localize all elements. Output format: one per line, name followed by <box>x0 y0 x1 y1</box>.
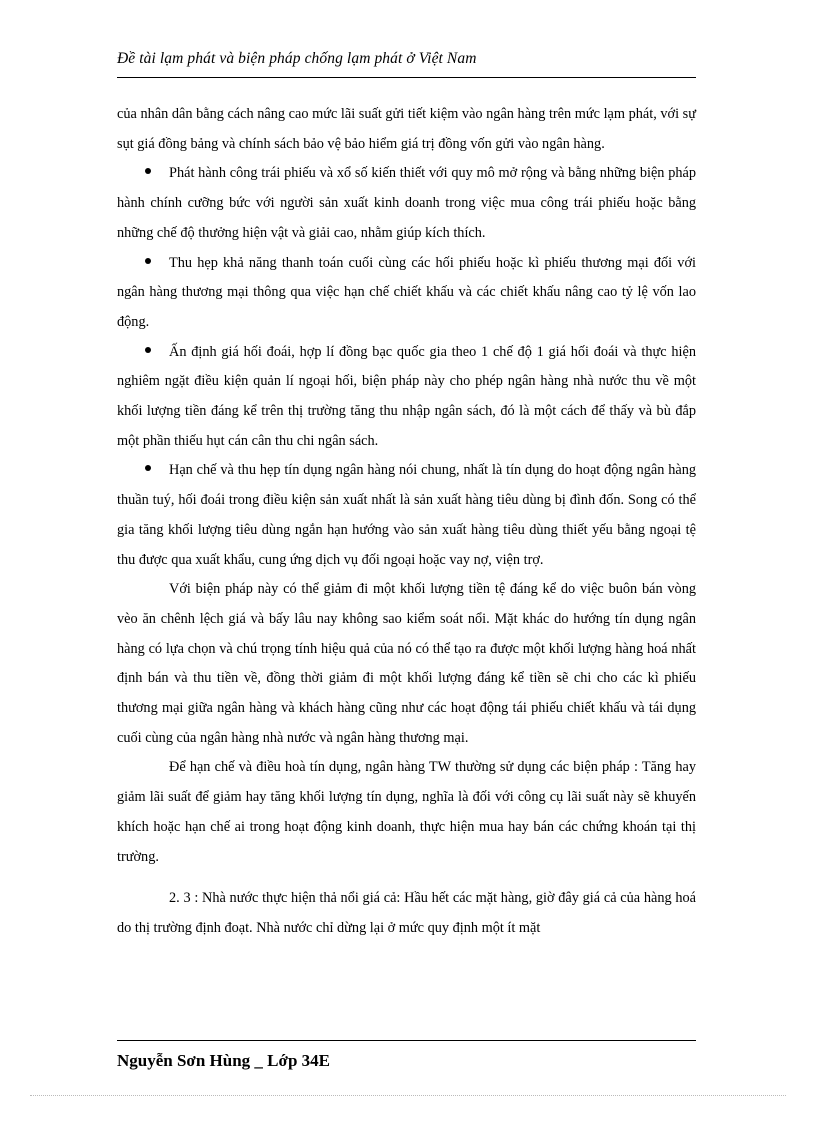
footer-author: Nguyễn Sơn Hùng _ Lớp 34E <box>117 1051 330 1070</box>
bullet-icon <box>145 258 151 264</box>
bullet-icon <box>145 465 151 471</box>
footer-rule <box>117 1040 696 1041</box>
bullet-text: Ấn định giá hối đoái, hợp lí đồng bạc quốc gia theo 1 chế độ 1 giá hối đoái và thực hiện nghiêm ngặt điều kiện quản lí ngoại hối, biện pháp này cho phép ngân hàng nhà nước thu về một khối lượng tiền đáng kể trên thị trường tăng thu nhập ngân sách, đó là một cách để thấy và bù đắp một phần thiếu hụt cán cân thu chi ngân sách. <box>117 343 696 449</box>
page-footer <box>117 1040 696 1071</box>
spacer <box>117 872 696 884</box>
bullet-icon <box>145 168 151 174</box>
page-bottom-edge <box>30 1095 786 1096</box>
page-header <box>117 50 696 68</box>
bullet-text: Thu hẹp khả năng thanh toán cuối cùng các hối phiếu hoặc kì phiếu thương mại đối với ngân hàng thương mại thông qua việc hạn chế chiết khấu và các chiết khấu nâng cao tỷ lệ vốn lao động. <box>117 254 696 330</box>
header-title: Đề tài lạm phát và biện pháp chống lạm phát ở Việt Nam <box>117 50 477 67</box>
bullet-text: Hạn chế và thu hẹp tín dụng ngân hàng nói chung, nhất là tín dụng do hoạt động ngân hàng thuần tuý, hối đoái trong điều kiện sản xuất nhất là sản xuất hàng tiêu dùng bị đình đốn. Song có thể gia tăng khối lượng tiêu dùng ngắn hạn hướng vào sản xuất hàng tiêu dùng thiết yếu bằng ngoại tệ thu được qua xuất khẩu, cung ứng dịch vụ đối ngoại hoặc vay nợ, viện trợ. <box>117 462 696 568</box>
document-body <box>117 100 696 944</box>
header-rule <box>117 77 696 78</box>
paragraph: Để hạn chế và điều hoà tín dụng, ngân hàng TW thường sử dụng các biện pháp : Tăng hay giảm lãi suất để giảm hay tăng khối lượng tín dụng, nghĩa là đối với công cụ lãi suất này sẽ khuyến khích hoặc hạn chế ai trong hoạt động kinh doanh, thực hiện mua hay bán các chứng khoán tại thị trường. <box>117 759 696 865</box>
paragraph: Với biện pháp này có thể giảm đi một khối lượng tiền tệ đáng kể do việc buôn bán vòng vèo ăn chênh lệch giá và bấy lâu nay không sao kiểm soát nổi. Mặt khác do hướng tín dụng ngân hàng có lựa chọn và chú trọng tính hiệu quả của nó có thể tạo ra được một khối lượng hàng hoá nhất định bán và thu tiền về, đồng thời giảm đi một khối lượng đáng kể tiền sẽ chi cho các kì phiếu thương mại giữa ngân hàng và khách hàng cũng như các hoạt động tái phiếu chiết khấu và tái dụng cuối cùng của ngân hàng nhà nước và ngân hàng thương mại. <box>117 581 696 746</box>
bullet-item <box>117 456 696 575</box>
bullet-item <box>117 338 696 457</box>
bullet-item <box>117 249 696 338</box>
bullet-icon <box>145 347 151 353</box>
bullet-text: Phát hành công trái phiếu và xổ số kiến thiết với quy mô mở rộng và bằng những biện pháp hành chính cưỡng bức với người sản xuất kinh doanh trong việc mua công trái phiếu hoặc bằng những chế độ thưởng hiện vật và giải cao, nhằm giúp kích thích. <box>117 165 696 241</box>
bullet-item <box>117 159 696 248</box>
paragraph: của nhân dân bằng cách nâng cao mức lãi suất gửi tiết kiệm vào ngân hàng trên mức lạm phát, với sự sụt giá đồng bảng và chính sách bảo vệ bảo hiểm giá trị đồng vốn gửi vào ngân hàng. <box>117 106 696 152</box>
section-paragraph: 2. 3 : Nhà nước thực hiện thả nổi giá cả: Hầu hết các mặt hàng, giờ đây giá cả của hàng hoá do thị trường định đoạt. Nhà nước chỉ dừng lại ở mức quy định một ít mặt <box>117 890 696 936</box>
